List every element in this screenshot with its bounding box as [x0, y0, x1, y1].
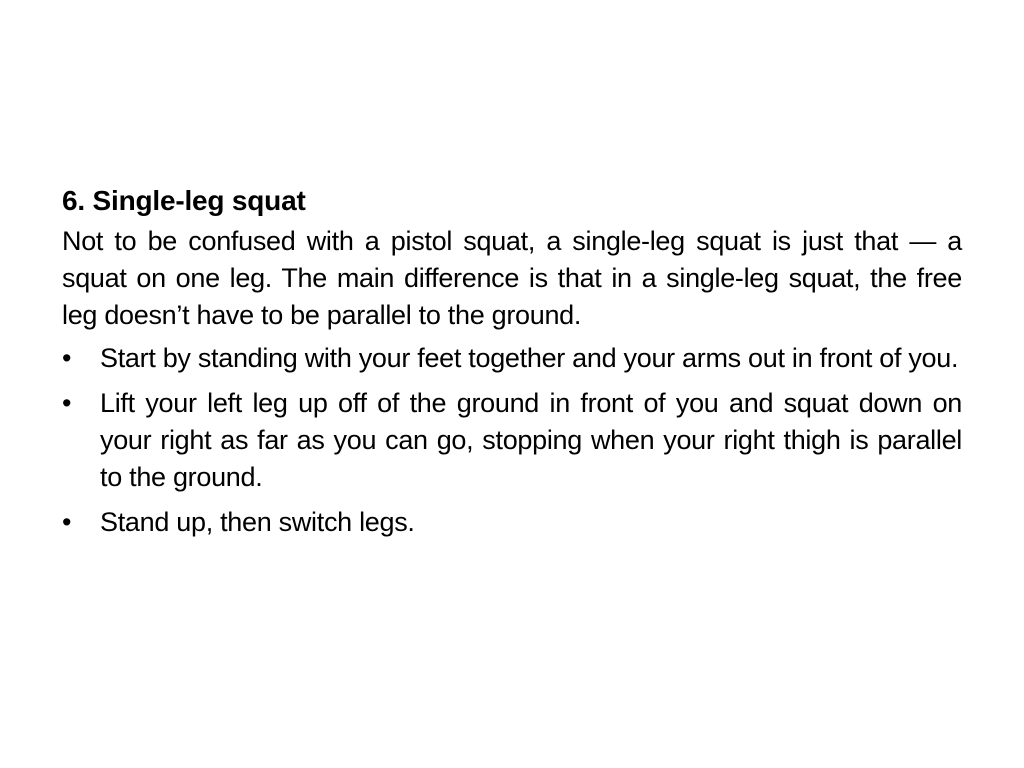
list-item	[62, 385, 962, 496]
list-item-text: Stand up, then switch legs.	[100, 507, 415, 537]
bullet-icon: •	[62, 343, 72, 373]
bullet-icon: •	[62, 388, 72, 418]
list-item-text: Start by standing with your feet together and your arms out in front of you.	[100, 343, 959, 373]
bullet-icon: •	[62, 507, 72, 537]
intro-paragraph: Not to be confused with a pistol squat, a single-leg squat is just that — a squat on one leg. The main difference is that in a single-leg squat, the free leg doesn’t have to be parallel to the ground.	[62, 226, 962, 330]
instruction-list	[62, 340, 962, 541]
list-item-text: Lift your left leg up off of the ground in front of you and squat down on your right as far as you can go, stopping when your right thigh is parallel to the ground.	[100, 388, 962, 492]
slide-content	[62, 182, 962, 549]
section-heading: 6. Single-leg squat	[62, 185, 306, 216]
list-item	[62, 340, 962, 377]
list-item	[62, 504, 962, 541]
